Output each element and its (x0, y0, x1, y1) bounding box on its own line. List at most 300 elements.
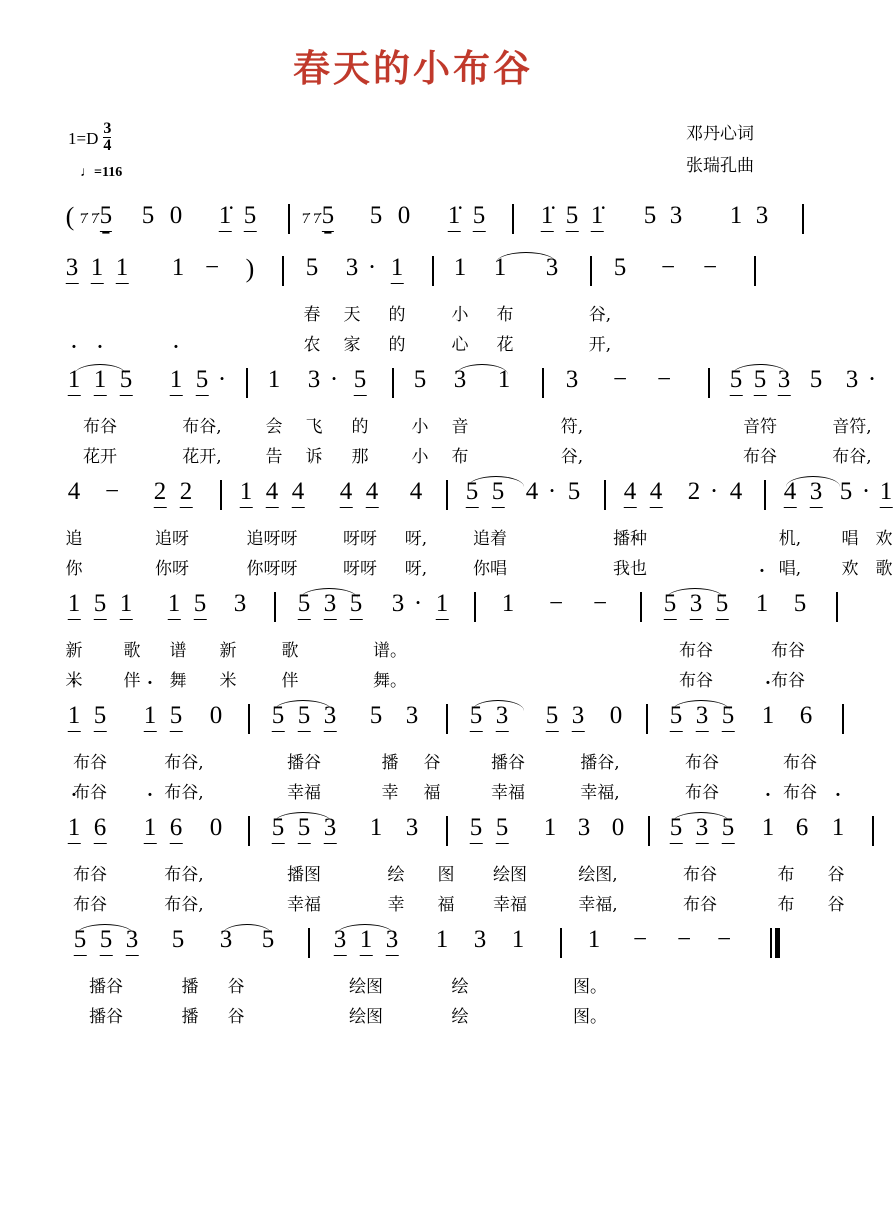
lyric-syllable: 你呀呀 (246, 559, 298, 579)
note-token (144, 814, 157, 844)
barline (646, 704, 648, 734)
note-token (196, 366, 209, 396)
lyric-row (60, 1002, 766, 1032)
tempo-marking: ♩=116 (80, 165, 123, 180)
note-glyph: 3 (696, 814, 709, 844)
note-token (588, 926, 601, 954)
note-glyph: 6 (94, 814, 107, 844)
note-glyph: 4 (525, 478, 539, 505)
lyric-syllable: 布谷 (73, 895, 107, 915)
note-token (470, 814, 483, 844)
note-glyph: 5 (298, 702, 311, 732)
note-glyph: 0 (397, 202, 411, 229)
note-glyph: ) (245, 254, 255, 283)
lyric-syllable: 幸 (387, 895, 405, 915)
note-glyph: · (547, 478, 557, 505)
lyric-syllable: 幸福 (493, 895, 527, 915)
note-token (710, 478, 718, 506)
note-token (670, 814, 683, 844)
note-glyph: − (592, 590, 608, 617)
note-glyph: 5 (94, 702, 107, 732)
note-glyph: 5 (566, 202, 579, 232)
lyric-row (60, 554, 893, 584)
lyric-syllable: 米 (65, 671, 83, 691)
note-token (549, 590, 563, 618)
note-token (324, 814, 337, 844)
note-token (717, 926, 731, 954)
note-glyph: − (656, 366, 672, 393)
note-glyph: 3 (307, 366, 321, 393)
barline (248, 704, 250, 734)
note-glyph: 3 (405, 702, 419, 729)
note-token (266, 478, 279, 508)
lyric-syllable: 伴 (123, 671, 141, 691)
lyric-syllable: 绘 (451, 1007, 469, 1027)
lyric-syllable: 开, (588, 335, 612, 355)
note-glyph: 5 (492, 478, 505, 508)
lyric-syllable: 花 (496, 335, 514, 355)
note-glyph: 5 (94, 590, 107, 620)
note-glyph: 3 (324, 590, 337, 620)
barline (392, 368, 394, 398)
note-token (794, 590, 807, 618)
note-token (370, 702, 383, 730)
note-token (406, 702, 419, 730)
note-glyph: · 1 (756, 590, 769, 618)
barline (446, 704, 448, 734)
note-token (298, 590, 311, 620)
barline (288, 204, 290, 234)
lyric-syllable: 福 (423, 783, 441, 803)
note-row (60, 590, 807, 636)
note-glyph: 5 (670, 814, 683, 844)
lyric-syllable: 绘图 (493, 865, 527, 885)
note-glyph: 1 (68, 590, 81, 620)
lyric-syllable: 布 (496, 305, 514, 325)
barline (246, 368, 248, 398)
note-glyph: 3 (496, 702, 509, 732)
note-glyph: · 1 (832, 814, 845, 842)
note-token (546, 702, 559, 732)
barline (648, 816, 650, 846)
note-token (370, 814, 383, 842)
lyric-syllable: 播种 (613, 529, 647, 549)
note-glyph: · 1 (762, 702, 775, 730)
note-glyph: 5 (261, 926, 275, 953)
note-token (466, 478, 479, 508)
lyric-syllable: 欢 (841, 559, 859, 579)
note-glyph: · 1 (68, 366, 81, 396)
lyric-syllable: 播谷 (89, 977, 123, 997)
note-token (94, 814, 107, 844)
note-glyph: 1 (511, 926, 525, 953)
note-glyph: − (660, 254, 676, 281)
key-signature: 1=D (68, 128, 99, 148)
lyric-row (60, 972, 766, 1002)
lyric-syllable: 谷 (827, 895, 845, 915)
note-glyph: − (632, 926, 648, 953)
note-token (868, 366, 876, 394)
lyric-syllable: 布谷 (685, 783, 719, 803)
note-token (578, 814, 591, 842)
note-token (613, 366, 627, 394)
lyricist: 邓丹心词 (686, 124, 754, 143)
note-token (180, 478, 193, 508)
note-token (880, 478, 893, 508)
note-token (436, 926, 449, 954)
barline (640, 592, 642, 622)
note-token (566, 202, 579, 232)
lyric-syllable: 追呀 (155, 529, 189, 549)
lyric-syllable: 布谷 (685, 753, 719, 773)
lyric-syllable: 花开, (182, 447, 222, 467)
note-glyph: 5 (354, 366, 367, 396)
note-token (370, 202, 383, 230)
note-glyph: 3 (66, 254, 79, 284)
lyric-syllable: 农 (303, 335, 321, 355)
note-token (68, 478, 81, 506)
lyric-syllable: 音 (451, 417, 469, 437)
lyric-syllable: 的 (351, 417, 369, 437)
lyric-syllable: 播 (181, 977, 199, 997)
note-token (670, 702, 683, 732)
note-glyph: 1 (501, 590, 515, 617)
lyric-syllable: 谷 (423, 753, 441, 773)
music-system (60, 926, 766, 1032)
note-row (60, 254, 766, 300)
barline (560, 928, 562, 958)
lyric-syllable: 那 (351, 447, 369, 467)
lyric-syllable: 春 (303, 305, 321, 325)
note-glyph: 5 (74, 926, 87, 956)
note-glyph: 4 (366, 478, 379, 508)
note-glyph: 3 (690, 590, 703, 620)
note-glyph: 3 (324, 814, 337, 844)
lyric-row (60, 636, 805, 666)
lyric-row (60, 778, 817, 808)
note-token (677, 926, 691, 954)
note-token (410, 478, 423, 506)
note-token (474, 926, 487, 954)
note-glyph: 1 (116, 254, 129, 284)
note-glyph: 5 (194, 590, 207, 620)
music-system (60, 202, 769, 248)
note-token (498, 366, 511, 394)
note-token (526, 478, 539, 506)
note-token (386, 926, 399, 956)
note-row (60, 702, 813, 748)
note-glyph: 1 (729, 202, 743, 229)
note-token (272, 814, 285, 844)
note-glyph: 5 (272, 814, 285, 844)
note-glyph: 1 (453, 254, 467, 281)
lyric-syllable: 布谷 (73, 783, 107, 803)
note-token (170, 814, 183, 844)
lyric-syllable: 布谷, (164, 865, 204, 885)
note-token (492, 478, 505, 508)
lyric-syllable: 布谷, (164, 895, 204, 915)
lyric-syllable: 告 (265, 447, 283, 467)
note-glyph: − (702, 254, 718, 281)
note-token (170, 366, 183, 396)
barline (432, 256, 434, 286)
note-token (366, 478, 379, 508)
note-token (392, 590, 405, 618)
note-glyph: 4 (624, 478, 637, 508)
lyric-syllable: 布谷 (783, 753, 817, 773)
note-token (840, 478, 853, 506)
note-glyph: 5 (473, 202, 486, 232)
note-token (244, 202, 257, 232)
note-token (657, 366, 671, 394)
lyric-syllable: 唱 (841, 529, 859, 549)
lyric-syllable: 花开 (83, 447, 117, 467)
note-token (778, 366, 791, 396)
note-glyph: 5 (496, 814, 509, 844)
time-signature (103, 121, 111, 154)
note-glyph: 5 (722, 702, 735, 732)
lyric-row (60, 890, 845, 920)
note-glyph: 5 (470, 814, 483, 844)
note-token (330, 366, 338, 394)
lyric-syllable: 你 (65, 559, 83, 579)
note-glyph: 5 (244, 202, 257, 232)
lyric-syllable: 绘图 (349, 1007, 383, 1027)
note-glyph: 5 (613, 254, 627, 281)
note-glyph: · (709, 478, 719, 505)
composer: 张瑞孔曲 (686, 156, 754, 176)
lyric-syllable: 绘图, (578, 865, 618, 885)
note-token (340, 478, 353, 508)
note-glyph: 1 (880, 478, 893, 508)
note-glyph: 3 (755, 202, 769, 229)
note-glyph: 0 (209, 702, 223, 729)
lyric-syllable: 布谷 (743, 447, 777, 467)
note-glyph: − (548, 590, 564, 617)
lyric-syllable: 布谷 (679, 671, 713, 691)
note-glyph: 4 (409, 478, 423, 505)
barline (308, 928, 310, 958)
note-token (100, 926, 113, 956)
barline (248, 816, 250, 846)
note-token (448, 202, 461, 232)
note-glyph: 1 (168, 590, 181, 620)
barline (590, 256, 592, 286)
note-glyph: 5 (567, 478, 581, 505)
note-glyph: 1 (369, 814, 383, 841)
note-token (754, 366, 767, 396)
note-glyph: 5 (730, 366, 743, 396)
note-token (756, 202, 769, 230)
note-token (670, 202, 683, 230)
lyric-syllable: 谷, (588, 305, 612, 325)
note-token (354, 366, 367, 396)
lyric-syllable: 米 (219, 671, 237, 691)
note-glyph: 4 (729, 478, 743, 505)
note-token (762, 814, 775, 842)
note-glyph: 5 (369, 202, 383, 229)
note-glyph: 3 (473, 926, 487, 953)
note-glyph: 3 (810, 478, 823, 508)
note-token (454, 254, 467, 282)
note-glyph: 4 (650, 478, 663, 508)
note-token (572, 702, 585, 732)
lyric-syllable: 呀呀 (343, 529, 377, 549)
note-token (846, 366, 859, 394)
note-glyph: 5 (141, 202, 155, 229)
note-glyph: 4 (784, 478, 797, 508)
note-token (762, 702, 775, 730)
note-token (730, 366, 743, 396)
note-token (68, 590, 81, 620)
lyric-syllable: 你唱 (473, 559, 507, 579)
lyric-syllable: 伴 (281, 671, 299, 691)
note-token (219, 202, 232, 232)
note-token (546, 254, 559, 282)
note-glyph: 5 (546, 702, 559, 732)
note-token (68, 702, 81, 732)
note-glyph: 5 (171, 926, 185, 953)
note-glyph: 0 (209, 814, 223, 841)
note-glyph: 3 (778, 366, 791, 396)
lyric-row (60, 412, 872, 442)
note-token (246, 254, 255, 284)
note-glyph: 1̇ (591, 202, 604, 232)
grace-note: 7̇ 7̇ (301, 211, 321, 227)
note-glyph: 4 (292, 478, 305, 508)
note-token (502, 590, 515, 618)
lyric-syllable: 舞。 (373, 671, 407, 691)
lyric-syllable: 绘 (451, 977, 469, 997)
note-glyph: 3 (405, 814, 419, 841)
lyric-syllable: 布谷, (164, 753, 204, 773)
lyric-syllable: 幸 (381, 783, 399, 803)
lyric-syllable: 布谷 (73, 753, 107, 773)
note-token (541, 202, 554, 232)
lyric-syllable: 布谷, (164, 783, 204, 803)
note-glyph: · 1 (144, 702, 157, 732)
note-glyph: 5 (754, 366, 767, 396)
note-token (334, 926, 347, 956)
note-token (74, 926, 87, 956)
lyric-syllable: 追着 (473, 529, 507, 549)
lyric-syllable: 谷 (227, 1007, 245, 1027)
lyric-syllable: 的 (388, 335, 406, 355)
note-glyph: · 1 (68, 814, 81, 844)
lyric-syllable: 播图 (287, 865, 321, 885)
lyric-syllable: 布 (777, 865, 795, 885)
note-token (80, 202, 112, 232)
note-glyph: 2 (687, 478, 701, 505)
note-glyph: 0 (169, 202, 183, 229)
music-systems (0, 202, 893, 1032)
note-glyph: 5 (470, 702, 483, 732)
note-token (544, 814, 557, 842)
note-glyph: 5 (839, 478, 853, 505)
note-glyph: 1 (543, 814, 557, 841)
lyric-syllable: 谷 (227, 977, 245, 997)
note-token (120, 590, 133, 620)
note-token (120, 366, 133, 396)
music-system (60, 814, 845, 920)
note-glyph: · (367, 254, 377, 281)
note-token (126, 926, 139, 956)
note-row (60, 478, 893, 524)
lyric-syllable: 新 (65, 641, 83, 661)
lyric-syllable: 幸福 (287, 783, 321, 803)
barline (872, 816, 874, 846)
lyric-syllable: 播谷, (580, 753, 620, 773)
lyric-syllable: 音符, (832, 417, 872, 437)
note-glyph: 3 (545, 254, 559, 281)
barline (836, 592, 838, 622)
note-token (436, 590, 449, 620)
note-token (591, 202, 604, 232)
note-token (298, 702, 311, 732)
note-token (800, 702, 813, 730)
note-token (170, 702, 183, 732)
note-glyph: ( (65, 202, 75, 231)
note-glyph: 3 (219, 926, 233, 953)
lyric-syllable: 布谷, (182, 417, 222, 437)
note-token (566, 366, 579, 394)
lyric-syllable: 谱 (169, 641, 187, 661)
note-glyph: 1 (493, 254, 507, 281)
lyric-syllable: 呀, (404, 559, 428, 579)
note-glyph: 1 (497, 366, 511, 393)
note-glyph: 1̇ (219, 202, 232, 232)
note-token (593, 590, 607, 618)
note-glyph: 1 (120, 590, 133, 620)
lyric-syllable: 布谷 (771, 671, 805, 691)
lyric-syllable: 布 (777, 895, 795, 915)
note-glyph: · 1 (144, 814, 157, 844)
note-token (470, 702, 483, 732)
note-token (810, 478, 823, 508)
lyric-syllable: 绘图 (349, 977, 383, 997)
note-glyph: 1 (240, 478, 253, 508)
note-glyph: · (867, 366, 877, 393)
note-token (94, 702, 107, 732)
note-glyph: · 1 (762, 814, 775, 842)
note-glyph: − (612, 366, 628, 393)
barline (274, 592, 276, 622)
score-metadata (0, 118, 826, 198)
note-token (116, 254, 129, 284)
lyric-syllable: 我也 (613, 559, 647, 579)
note-token (756, 590, 769, 618)
note-glyph: 5 (196, 366, 209, 396)
note-glyph: 4 (67, 478, 81, 505)
note-token (722, 702, 735, 732)
lyric-syllable: 布谷 (683, 895, 717, 915)
lyric-syllable: 符, (560, 417, 584, 437)
note-glyph: 5 (305, 254, 319, 281)
note-row (60, 926, 766, 972)
note-glyph: 5 (466, 478, 479, 508)
lyric-syllable: 谷, (560, 447, 584, 467)
note-token (414, 366, 427, 394)
note-token (496, 814, 509, 844)
note-glyph: 1 (360, 926, 373, 956)
note-glyph: · (217, 366, 227, 393)
note-glyph: 5 (664, 590, 677, 620)
note-token (703, 254, 717, 282)
note-token (346, 254, 359, 282)
note-token (454, 366, 467, 394)
lyric-syllable: 心 (451, 335, 469, 355)
lyric-syllable: 播 (181, 1007, 199, 1027)
